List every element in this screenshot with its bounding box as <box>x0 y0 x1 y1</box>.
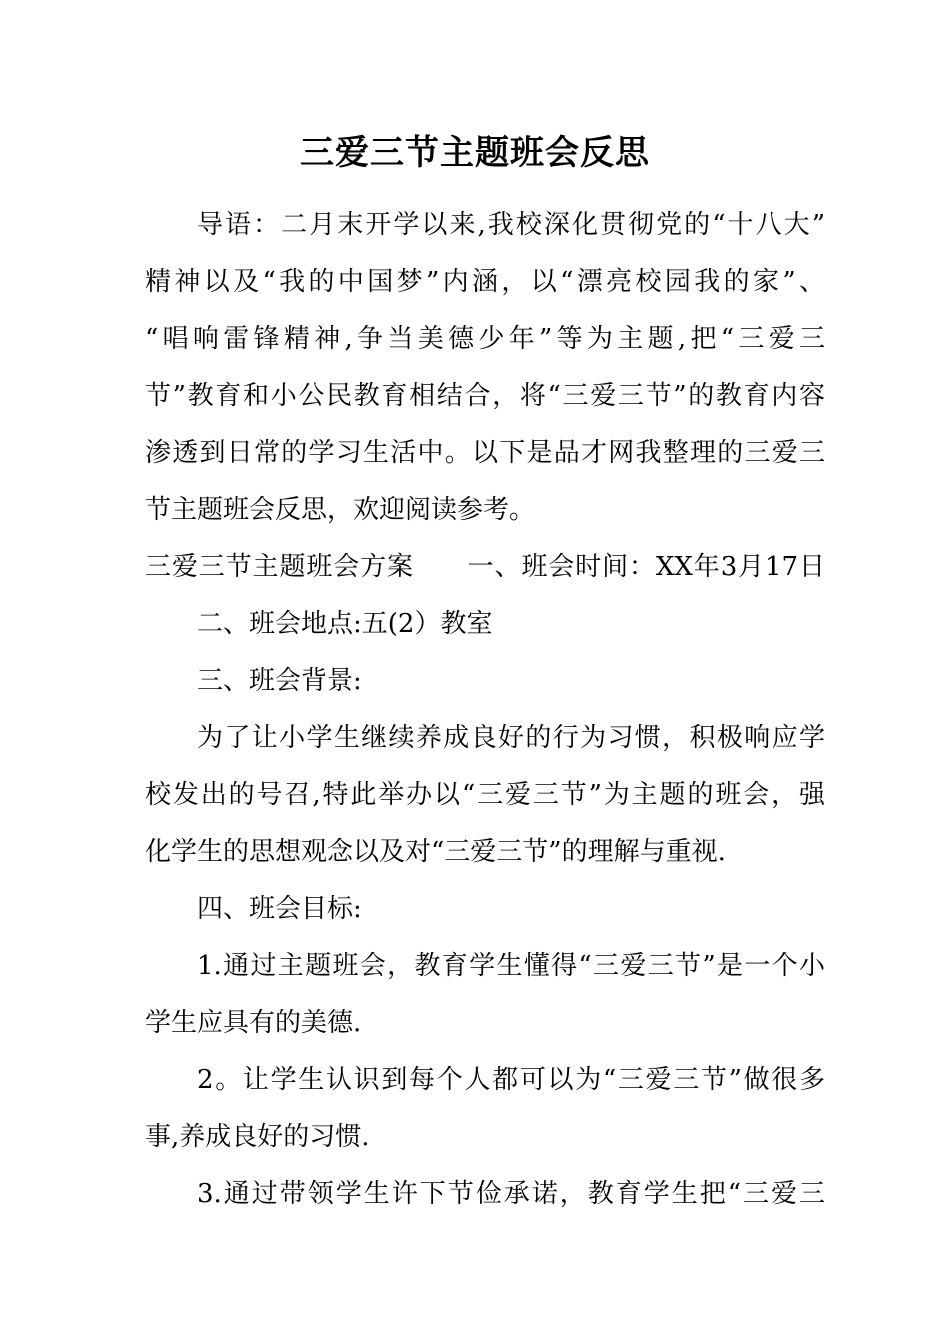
section-heading: 四、班会目标: <box>197 894 362 924</box>
paragraph-line: 三爱三节主题班会方案 一、班会时间：XX年3月17日 <box>145 552 825 582</box>
paragraph-line: 导语：二月末开学以来,我校深化贯彻党的“十八大” <box>197 210 825 240</box>
paragraph-line: “唱响雷锋精神,争当美德少年”等为主题,把“三爱三 <box>145 324 825 354</box>
section-heading: 三、班会背景: <box>197 666 362 696</box>
paragraph-line: 节主题班会反思，欢迎阅读参考。 <box>145 495 536 525</box>
paragraph-line: 校发出的号召,特此举办以“三爱三节”为主题的班会，强 <box>145 780 825 810</box>
list-item-line: 3.通过带领学生许下节俭承诺，教育学生把“三爱三 <box>197 1179 825 1209</box>
paragraph-line: 为了让小学生继续养成良好的行为习惯，积极响应学 <box>197 723 825 753</box>
section-heading: 二、班会地点:五(2）教室 <box>197 609 493 639</box>
list-item-line: 1.通过主题班会，教育学生懂得“三爱三节”是一个小 <box>197 951 825 981</box>
paragraph-line: 化学生的思想观念以及对“三爱三节”的理解与重视. <box>145 837 726 867</box>
list-item-line: 事,养成良好的习惯. <box>145 1122 370 1152</box>
list-item-line: 学生应具有的美德. <box>145 1008 362 1038</box>
paragraph-line: 节”教育和小公民教育相结合，将“三爱三节”的教育内容 <box>145 381 825 411</box>
paragraph-line: 渗透到日常的学习生活中。以下是品才网我整理的三爱三 <box>145 438 825 468</box>
document-title: 三爱三节主题班会反思 <box>300 133 650 173</box>
paragraph-line: 精神以及“我的中国梦”内涵，以“漂亮校园我的家”、 <box>145 267 825 297</box>
list-item-line: 2。让学生认识到每个人都可以为“三爱三节”做很多 <box>197 1065 825 1095</box>
